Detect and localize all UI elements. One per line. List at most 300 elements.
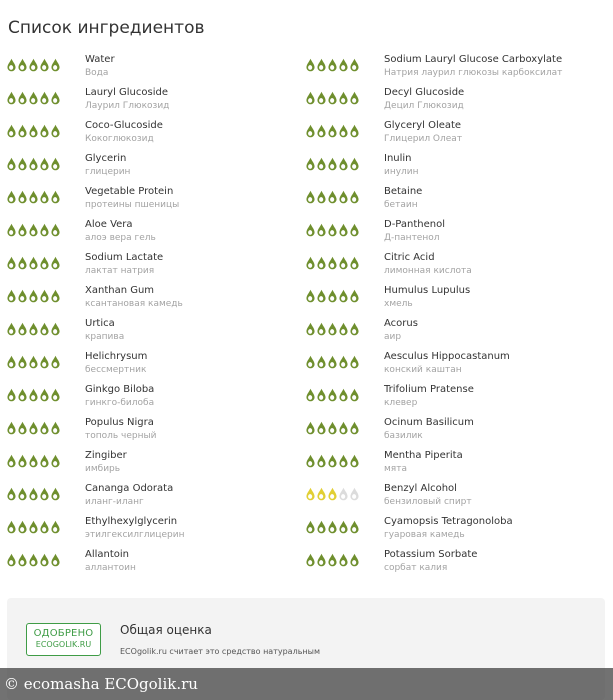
drop-filled-icon	[328, 157, 337, 171]
safety-rating	[306, 487, 359, 501]
ingredient-names	[85, 120, 163, 145]
drop-filled-icon	[306, 157, 315, 171]
ingredient-name: Acorus	[384, 318, 418, 329]
ingredient-name: Lauryl Glucoside	[85, 87, 168, 98]
ingredient-row	[7, 52, 307, 85]
ingredient-name: Potassium Sorbate	[384, 549, 478, 560]
drop-filled-icon	[40, 421, 49, 435]
ingredient-name: Glyceryl Oleate	[384, 120, 462, 131]
drop-filled-icon	[40, 124, 49, 138]
drop-filled-icon	[328, 91, 337, 105]
ingredient-name: Cyamopsis Tetragonoloba	[384, 516, 513, 527]
ingredient-row	[306, 547, 606, 580]
ingredient-row	[7, 382, 307, 415]
drop-filled-icon	[29, 355, 38, 369]
ingredient-names	[384, 549, 477, 574]
drop-filled-icon	[40, 520, 49, 534]
ingredient-name: Water	[85, 54, 115, 65]
drop-filled-icon	[350, 91, 359, 105]
drop-filled-icon	[29, 91, 38, 105]
ingredient-names	[384, 186, 422, 211]
ingredient-names	[384, 351, 510, 376]
drop-filled-icon	[350, 520, 359, 534]
drop-filled-icon	[7, 223, 16, 237]
drop-filled-icon	[29, 553, 38, 567]
drop-filled-icon	[328, 256, 337, 270]
ingredient-names	[384, 516, 513, 541]
drop-filled-icon	[40, 157, 49, 171]
drop-empty-icon	[339, 487, 348, 501]
ingredient-translation: протеины пшеницы	[85, 200, 180, 210]
drop-filled-icon	[29, 190, 38, 204]
drop-filled-icon	[18, 421, 27, 435]
drop-filled-icon	[7, 190, 16, 204]
safety-rating	[7, 223, 60, 237]
ingredient-names	[384, 120, 462, 145]
drop-filled-icon	[306, 553, 315, 567]
safety-rating	[7, 454, 60, 468]
drop-filled-icon	[328, 322, 337, 336]
drop-filled-icon	[339, 553, 348, 567]
ingredient-name: Ocinum Basilicum	[384, 417, 474, 428]
drop-filled-icon	[317, 223, 326, 237]
ingredient-column-right	[306, 52, 606, 580]
drop-filled-icon	[7, 58, 16, 72]
drop-filled-icon	[328, 58, 337, 72]
ingredient-name: Humulus Lupulus	[384, 285, 471, 296]
ingredient-names	[85, 153, 130, 178]
drop-filled-icon	[29, 289, 38, 303]
ingredient-name: Vegetable Protein	[85, 186, 174, 197]
safety-rating	[306, 289, 359, 303]
drop-filled-icon	[18, 58, 27, 72]
drop-filled-icon	[29, 124, 38, 138]
drop-filled-icon	[317, 91, 326, 105]
ingredient-name: Ginkgo Biloba	[85, 384, 155, 395]
drop-filled-icon	[306, 322, 315, 336]
drop-filled-icon	[339, 520, 348, 534]
drop-filled-icon	[7, 91, 16, 105]
ingredient-translation: бессмертник	[85, 365, 147, 375]
drop-filled-icon	[7, 322, 16, 336]
ingredient-row	[7, 250, 307, 283]
ingredient-translation: этилгексилглицерин	[85, 530, 185, 540]
ingredient-row	[7, 448, 307, 481]
page-title: Список ингредиентов	[8, 18, 205, 38]
ingredient-translation: гинкго-билоба	[85, 398, 155, 408]
drop-filled-icon	[306, 421, 315, 435]
ingredient-translation: Лаурил Глюкозид	[85, 101, 170, 111]
drop-filled-icon	[339, 322, 348, 336]
drop-filled-icon	[317, 157, 326, 171]
drop-filled-icon	[18, 190, 27, 204]
ingredient-row	[306, 118, 606, 151]
ingredient-row	[306, 85, 606, 118]
drop-filled-icon	[306, 388, 315, 402]
watermark-text: © ecomasha ECOgolik.ru	[4, 675, 198, 693]
ingredient-names	[85, 252, 163, 277]
drop-filled-icon	[51, 124, 60, 138]
drop-filled-icon	[29, 421, 38, 435]
safety-rating	[306, 58, 359, 72]
drop-filled-icon	[18, 553, 27, 567]
ingredient-translation: алоэ вера гель	[85, 233, 156, 243]
drop-filled-icon	[328, 289, 337, 303]
drop-filled-icon	[317, 322, 326, 336]
drop-filled-icon	[306, 190, 315, 204]
ingredient-names	[85, 483, 173, 508]
ingredient-translation: клевер	[384, 398, 418, 408]
ingredient-row	[306, 217, 606, 250]
ingredient-translation: бензиловый спирт	[384, 497, 472, 507]
ingredient-translation: мята	[384, 464, 407, 474]
drop-filled-icon	[339, 223, 348, 237]
ingredient-translation: сорбат калия	[384, 563, 448, 573]
drop-filled-icon	[317, 421, 326, 435]
ingredient-translation: крапива	[85, 332, 125, 342]
ingredient-translation: лимонная кислота	[384, 266, 472, 276]
drop-filled-icon	[306, 223, 315, 237]
drop-filled-icon	[40, 388, 49, 402]
drop-filled-icon	[40, 58, 49, 72]
ingredient-translation: базилик	[384, 431, 423, 441]
drop-filled-icon	[328, 454, 337, 468]
drop-filled-icon	[350, 223, 359, 237]
ingredient-name: Xanthan Gum	[85, 285, 155, 296]
ingredient-row	[306, 514, 606, 547]
ingredient-names	[85, 549, 136, 574]
safety-rating	[7, 124, 60, 138]
drop-filled-icon	[29, 223, 38, 237]
drop-filled-icon	[339, 124, 348, 138]
drop-filled-icon	[306, 256, 315, 270]
ingredient-row	[306, 316, 606, 349]
drop-filled-icon	[29, 256, 38, 270]
drop-filled-icon	[51, 58, 60, 72]
ingredient-names	[85, 318, 124, 343]
drop-filled-icon	[317, 190, 326, 204]
ingredient-translation: Глицерил Олеат	[384, 134, 463, 144]
drop-filled-icon	[339, 91, 348, 105]
safety-rating	[306, 190, 359, 204]
safety-rating	[7, 58, 60, 72]
ingredient-row	[306, 52, 606, 85]
safety-rating	[306, 223, 359, 237]
drop-filled-icon	[7, 124, 16, 138]
drop-filled-icon	[29, 520, 38, 534]
ingredient-row	[7, 415, 307, 448]
ingredient-name: Benzyl Alcohol	[384, 483, 457, 494]
ingredient-names	[384, 252, 472, 277]
ingredient-names	[85, 384, 154, 409]
drop-filled-icon	[350, 157, 359, 171]
ingredient-row	[7, 547, 307, 580]
safety-rating	[306, 553, 359, 567]
safety-rating	[306, 157, 359, 171]
drop-filled-icon	[40, 256, 49, 270]
drop-filled-icon	[7, 520, 16, 534]
ingredient-names	[85, 285, 183, 310]
safety-rating	[306, 256, 359, 270]
ingredient-translation: аир	[384, 332, 402, 342]
drop-filled-icon	[328, 553, 337, 567]
ingredient-name: Glycerin	[85, 153, 127, 164]
drop-filled-icon	[18, 157, 27, 171]
ingredient-name: Sodium Lauryl Glucose Carboxylate	[384, 54, 563, 65]
ingredient-translation: конский каштан	[384, 365, 462, 375]
safety-rating	[7, 91, 60, 105]
ingredient-row	[306, 382, 606, 415]
safety-rating	[306, 355, 359, 369]
drop-filled-icon	[328, 124, 337, 138]
ingredient-names	[384, 153, 419, 178]
drop-filled-icon	[18, 322, 27, 336]
drop-filled-icon	[18, 124, 27, 138]
approved-badge-label: ОДОБРЕНО	[33, 628, 94, 639]
drop-filled-icon	[339, 421, 348, 435]
safety-rating	[306, 91, 359, 105]
drop-filled-icon	[328, 388, 337, 402]
safety-rating	[306, 454, 359, 468]
ingredient-translation: инулин	[384, 167, 419, 177]
ingredient-names	[85, 450, 127, 475]
ingredient-row	[7, 85, 307, 118]
drop-filled-icon	[7, 388, 16, 402]
drop-filled-icon	[51, 256, 60, 270]
drop-filled-icon	[350, 421, 359, 435]
ingredient-translation: аллантоин	[85, 563, 136, 573]
drop-filled-icon	[40, 487, 49, 501]
drop-filled-icon	[51, 454, 60, 468]
ingredient-name: Coco-Glucoside	[85, 120, 163, 131]
ingredient-name: Cananga Odorata	[85, 483, 174, 494]
ingredient-name: Aloe Vera	[85, 219, 133, 230]
ingredient-names	[85, 186, 179, 211]
drop-filled-icon	[51, 487, 60, 501]
drop-filled-icon	[339, 58, 348, 72]
drop-filled-icon	[18, 289, 27, 303]
ingredient-row	[7, 514, 307, 547]
ingredient-translation: Д-пантенол	[384, 233, 440, 243]
ingredient-name: Citric Acid	[384, 252, 435, 263]
drop-filled-icon	[317, 454, 326, 468]
ingredient-translation: тополь черный	[85, 431, 157, 441]
drop-filled-icon	[317, 124, 326, 138]
drop-filled-icon	[328, 421, 337, 435]
drop-filled-icon	[18, 256, 27, 270]
drop-filled-icon	[328, 190, 337, 204]
drop-filled-icon	[350, 553, 359, 567]
overall-rating-description: ECOgolik.ru считает это средство натуральным	[120, 647, 320, 656]
drop-filled-icon	[317, 58, 326, 72]
drop-filled-icon	[350, 58, 359, 72]
safety-rating	[306, 322, 359, 336]
drop-filled-icon	[339, 454, 348, 468]
drop-filled-icon	[317, 289, 326, 303]
safety-rating	[306, 124, 359, 138]
drop-filled-icon	[51, 91, 60, 105]
drop-filled-icon	[7, 289, 16, 303]
ingredient-name: Sodium Lactate	[85, 252, 164, 263]
drop-filled-icon	[350, 124, 359, 138]
drop-filled-icon	[328, 487, 337, 501]
drop-filled-icon	[339, 289, 348, 303]
safety-rating	[7, 190, 60, 204]
drop-filled-icon	[51, 190, 60, 204]
ingredient-names	[85, 516, 184, 541]
drop-filled-icon	[317, 355, 326, 369]
ingredient-row	[7, 316, 307, 349]
drop-filled-icon	[7, 454, 16, 468]
drop-filled-icon	[350, 355, 359, 369]
ingredient-names	[384, 483, 472, 508]
ingredient-translation: имбирь	[85, 464, 121, 474]
drop-filled-icon	[317, 256, 326, 270]
drop-filled-icon	[18, 355, 27, 369]
drop-filled-icon	[350, 322, 359, 336]
drop-filled-icon	[7, 256, 16, 270]
safety-rating	[7, 322, 60, 336]
ingredient-names	[85, 417, 156, 442]
ingredient-names	[384, 54, 562, 79]
ingredient-names	[85, 87, 169, 112]
ingredient-name: Aesculus Hippocastanum	[384, 351, 510, 362]
drop-filled-icon	[350, 190, 359, 204]
ingredient-row	[306, 283, 606, 316]
drop-filled-icon	[18, 91, 27, 105]
drop-filled-icon	[7, 421, 16, 435]
watermark-bar	[0, 668, 613, 700]
safety-rating	[7, 256, 60, 270]
drop-filled-icon	[51, 355, 60, 369]
safety-rating	[7, 388, 60, 402]
drop-filled-icon	[18, 388, 27, 402]
ingredient-translation: глицерин	[85, 167, 131, 177]
ingredient-name: Helichrysum	[85, 351, 148, 362]
drop-filled-icon	[350, 256, 359, 270]
approved-badge	[26, 623, 101, 656]
ingredient-row	[306, 349, 606, 382]
drop-filled-icon	[328, 355, 337, 369]
ingredient-translation: иланг-иланг	[85, 497, 144, 507]
drop-filled-icon	[339, 190, 348, 204]
ingredient-names	[85, 351, 147, 376]
ingredient-translation: Кокоглюкозид	[85, 134, 154, 144]
drop-filled-icon	[317, 553, 326, 567]
drop-filled-icon	[339, 157, 348, 171]
drop-filled-icon	[51, 421, 60, 435]
ingredient-names	[384, 219, 445, 244]
drop-filled-icon	[51, 289, 60, 303]
drop-filled-icon	[40, 190, 49, 204]
drop-filled-icon	[350, 388, 359, 402]
ingredient-translation: лактат натрия	[85, 266, 155, 276]
ingredient-row	[7, 217, 307, 250]
ingredient-translation: Децил Глюкозид	[384, 101, 464, 111]
drop-filled-icon	[339, 388, 348, 402]
drop-filled-icon	[51, 322, 60, 336]
drop-filled-icon	[328, 223, 337, 237]
drop-filled-icon	[306, 124, 315, 138]
ingredient-row	[306, 184, 606, 217]
drop-filled-icon	[40, 223, 49, 237]
drop-filled-icon	[328, 520, 337, 534]
approved-badge-site: ECOGOLIK.RU	[35, 640, 92, 649]
safety-rating	[7, 289, 60, 303]
drop-filled-icon	[29, 157, 38, 171]
drop-filled-icon	[7, 157, 16, 171]
ingredient-row	[7, 184, 307, 217]
drop-filled-icon	[51, 553, 60, 567]
ingredient-name: Urtica	[85, 318, 115, 329]
ingredient-row	[306, 415, 606, 448]
safety-rating	[7, 421, 60, 435]
drop-filled-icon	[29, 388, 38, 402]
safety-rating	[7, 157, 60, 171]
ingredient-row	[306, 250, 606, 283]
ingredient-row	[306, 448, 606, 481]
ingredient-row	[7, 118, 307, 151]
ingredient-row	[306, 151, 606, 184]
safety-rating	[306, 421, 359, 435]
drop-filled-icon	[40, 91, 49, 105]
ingredient-name: Mentha Piperita	[384, 450, 463, 461]
drop-filled-icon	[7, 487, 16, 501]
ingredient-names	[384, 384, 474, 409]
drop-filled-icon	[306, 487, 315, 501]
drop-filled-icon	[306, 520, 315, 534]
drop-filled-icon	[339, 355, 348, 369]
drop-filled-icon	[350, 454, 359, 468]
safety-rating	[7, 520, 60, 534]
drop-filled-icon	[29, 487, 38, 501]
ingredient-row	[306, 481, 606, 514]
ingredient-translation: ксантановая камедь	[85, 299, 183, 309]
drop-filled-icon	[51, 157, 60, 171]
drop-filled-icon	[51, 388, 60, 402]
drop-filled-icon	[51, 520, 60, 534]
ingredient-row	[7, 283, 307, 316]
drop-filled-icon	[317, 388, 326, 402]
drop-filled-icon	[51, 223, 60, 237]
ingredient-translation: Натрия лаурил глюкозы карбоксилат	[384, 68, 563, 78]
ingredient-name: Inulin	[384, 153, 412, 164]
safety-rating	[7, 487, 60, 501]
drop-filled-icon	[18, 487, 27, 501]
ingredient-names	[384, 417, 474, 442]
safety-rating	[7, 355, 60, 369]
drop-filled-icon	[317, 520, 326, 534]
drop-filled-icon	[40, 322, 49, 336]
drop-empty-icon	[350, 487, 359, 501]
drop-filled-icon	[306, 91, 315, 105]
drop-filled-icon	[7, 355, 16, 369]
ingredient-name: Zingiber	[85, 450, 127, 461]
drop-filled-icon	[18, 223, 27, 237]
drop-filled-icon	[18, 454, 27, 468]
safety-rating	[306, 388, 359, 402]
drop-filled-icon	[306, 289, 315, 303]
ingredient-names	[384, 87, 464, 112]
ingredient-names	[384, 318, 418, 343]
ingredient-translation: гуаровая камедь	[384, 530, 465, 540]
ingredient-translation: бетаин	[384, 200, 418, 210]
ingredient-name: Allantoin	[85, 549, 130, 560]
drop-filled-icon	[29, 322, 38, 336]
ingredient-name: Decyl Glucoside	[384, 87, 465, 98]
drop-filled-icon	[40, 553, 49, 567]
ingredient-row	[7, 349, 307, 382]
